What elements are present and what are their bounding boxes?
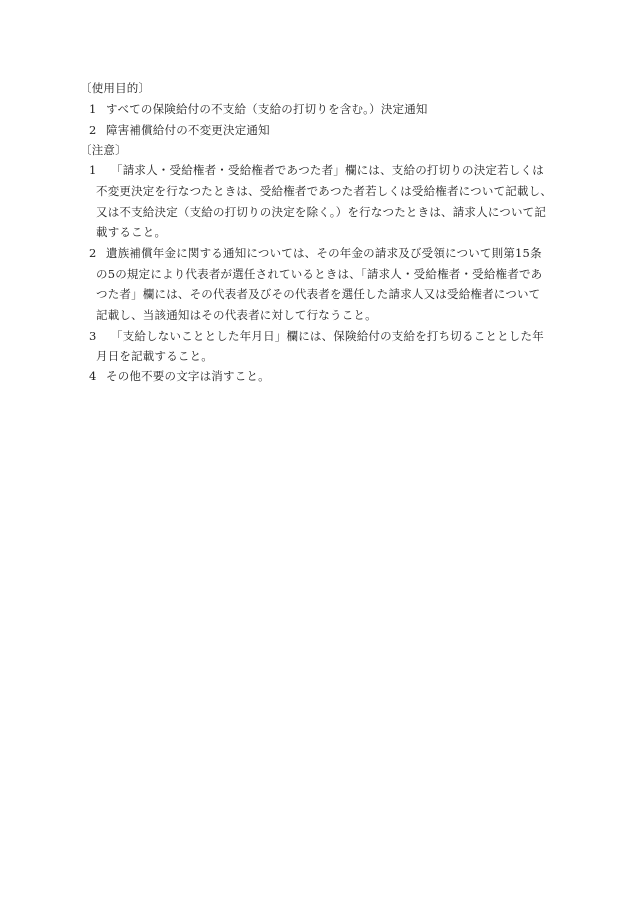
notes-heading: 〔注意〕	[80, 143, 127, 157]
purpose-heading: 〔使用目的〕	[80, 81, 151, 95]
note-1-line-2: 不変更決定を行なつたときは、受給権者であつた者若しくは受給権者について記載し、	[96, 184, 553, 198]
note-2-line-2: の5の規定により代表者が選任されているときは、「請求人・受給権者・受給権者であ	[96, 267, 543, 281]
note-1-number: 1	[89, 163, 97, 177]
note-3-line-1: 「支給しないこととした年月日」欄には、保険給付の支給を打ち切ることとした年	[111, 329, 544, 343]
purpose-item-1-text: すべての保険給付の不支給（支給の打切りを含む。）決定通知	[106, 102, 428, 116]
note-2-line-1: 遺族補償年金に関する通知については、その年金の請求及び受領について則第15条	[106, 246, 542, 260]
purpose-item-2-number: 2	[89, 123, 97, 137]
note-3-line-2: 月日を記載すること。	[96, 349, 213, 363]
note-1-line-1: 「請求人・受給権者・受給権者であつた者」欄には、支給の打切りの決定若しくは	[111, 163, 544, 177]
note-3-number: 3	[89, 329, 97, 343]
note-2-line-3: つた者」欄には、その代表者及びその代表者を選任した請求人又は受給権者について	[96, 287, 541, 301]
note-2-number: 2	[89, 246, 97, 260]
purpose-item-2-text: 障害補償給付の不変更決定通知	[106, 123, 270, 137]
note-2-line-4: 記載し、当該通知はその代表者に対して行なうこと。	[96, 308, 377, 322]
note-4-number: 4	[89, 369, 97, 383]
purpose-item-1-number: 1	[89, 102, 97, 116]
note-1-line-4: 載すること。	[96, 225, 167, 239]
note-1-line-3: 又は不支給決定（支給の打切りの決定を除く。）を行なつたときは、請求人について記	[96, 205, 547, 219]
note-4-line-1: その他不要の文字は消すこと。	[106, 369, 270, 383]
